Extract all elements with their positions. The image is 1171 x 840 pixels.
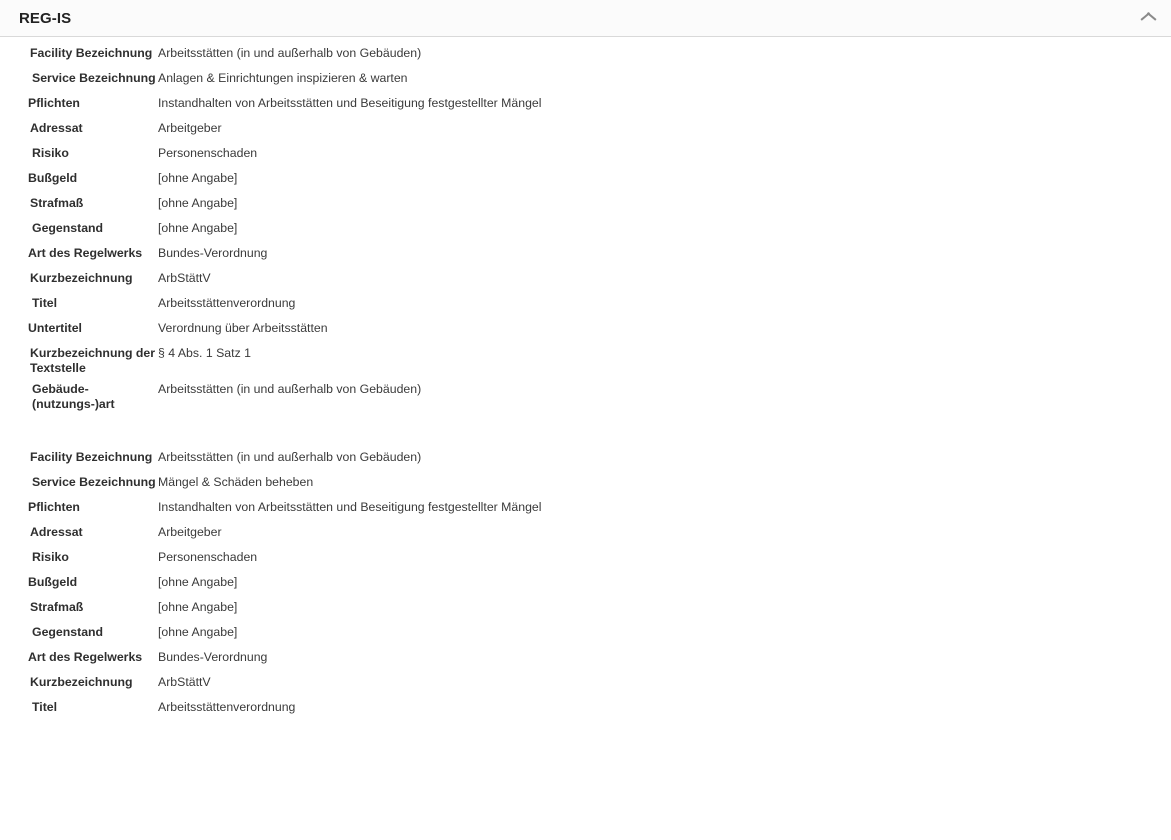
field-row <box>0 379 1171 415</box>
field-label: Adressat <box>30 525 83 539</box>
field-row <box>0 218 1171 243</box>
field-value: Arbeitsstättenverordnung <box>158 700 296 714</box>
field-value: [ohne Angabe] <box>158 196 238 210</box>
field-value: Arbeitsstättenverordnung <box>158 296 296 310</box>
field-row <box>0 343 1171 379</box>
field-row <box>0 268 1171 293</box>
field-value: [ohne Angabe] <box>158 171 238 185</box>
page-title: REG-IS <box>19 9 72 27</box>
field-label: Kurzbezeichnung <box>30 271 133 285</box>
field-value: ArbStättV <box>158 675 211 689</box>
field-value: Bundes-Verordnung <box>158 650 268 664</box>
field-label: Bußgeld <box>28 575 78 589</box>
field-row <box>0 547 1171 572</box>
field-row <box>0 293 1171 318</box>
field-label: Bußgeld <box>28 171 78 185</box>
field-label: Strafmaß <box>30 600 84 614</box>
field-row <box>0 68 1171 93</box>
record-list <box>0 37 1171 722</box>
field-value: Verordnung über Arbeitsstätten <box>158 321 328 335</box>
field-value: [ohne Angabe] <box>158 221 238 235</box>
field-row <box>0 118 1171 143</box>
field-label: Art des Regelwerks <box>28 246 143 260</box>
panel-header <box>0 0 1171 37</box>
field-row <box>0 243 1171 268</box>
field-value: Anlagen & Einrichtungen inspizieren & warten <box>158 71 408 85</box>
field-value: Personenschaden <box>158 146 258 160</box>
field-label: Titel <box>32 296 58 310</box>
field-row <box>0 168 1171 193</box>
record <box>0 447 1171 722</box>
field-value: ArbStättV <box>158 271 211 285</box>
field-row <box>0 318 1171 343</box>
field-value: Mängel & Schäden beheben <box>158 475 314 489</box>
field-label: Adressat <box>30 121 83 135</box>
field-label: Titel <box>32 700 58 714</box>
field-value: Instandhalten von Arbeitsstätten und Beseitigung festgestellter Mängel <box>158 500 542 514</box>
record <box>0 43 1171 415</box>
field-row <box>0 447 1171 472</box>
field-row <box>0 193 1171 218</box>
field-value: Arbeitgeber <box>158 525 222 539</box>
field-row <box>0 647 1171 672</box>
field-value: Personenschaden <box>158 550 258 564</box>
field-value: [ohne Angabe] <box>158 575 238 589</box>
field-row <box>0 672 1171 697</box>
field-value: Arbeitsstätten (in und außerhalb von Gebäuden) <box>158 450 422 464</box>
field-value: Instandhalten von Arbeitsstätten und Beseitigung festgestellter Mängel <box>158 96 542 110</box>
field-label: Gegenstand <box>32 625 104 639</box>
field-value: [ohne Angabe] <box>158 625 238 639</box>
field-label: Risiko <box>32 550 69 564</box>
field-row <box>0 572 1171 597</box>
field-label: Art des Regelwerks <box>28 650 143 664</box>
field-label: Pflichten <box>28 96 80 110</box>
field-label: Risiko <box>32 146 69 160</box>
field-row <box>0 622 1171 647</box>
chevron-up-glyph <box>1141 11 1156 26</box>
field-row <box>0 697 1171 722</box>
field-label: Pflichten <box>28 500 80 514</box>
field-row <box>0 143 1171 168</box>
field-row <box>0 93 1171 118</box>
field-row <box>0 522 1171 547</box>
field-label: Untertitel <box>28 321 82 335</box>
field-label: Service Bezeichnung <box>32 71 156 85</box>
field-row <box>0 497 1171 522</box>
field-label: Gebäude-(nutzungs-)art <box>32 382 115 411</box>
field-row <box>0 43 1171 68</box>
field-label: Facility Bezeichnung <box>30 450 153 464</box>
field-label: Service Bezeichnung <box>32 475 156 489</box>
field-label: Kurzbezeichnung der Textstelle <box>30 346 156 375</box>
field-label: Strafmaß <box>30 196 84 210</box>
field-value: Arbeitgeber <box>158 121 222 135</box>
field-value: Arbeitsstätten (in und außerhalb von Gebäuden) <box>158 382 422 396</box>
field-label: Kurzbezeichnung <box>30 675 133 689</box>
field-label: Gegenstand <box>32 221 104 235</box>
field-value: Arbeitsstätten (in und außerhalb von Gebäuden) <box>158 46 422 60</box>
field-row <box>0 472 1171 497</box>
field-row <box>0 597 1171 622</box>
field-value: [ohne Angabe] <box>158 600 238 614</box>
chevron-up-icon[interactable] <box>1135 5 1161 31</box>
field-value: Bundes-Verordnung <box>158 246 268 260</box>
field-value: § 4 Abs. 1 Satz 1 <box>158 346 251 360</box>
field-label: Facility Bezeichnung <box>30 46 153 60</box>
